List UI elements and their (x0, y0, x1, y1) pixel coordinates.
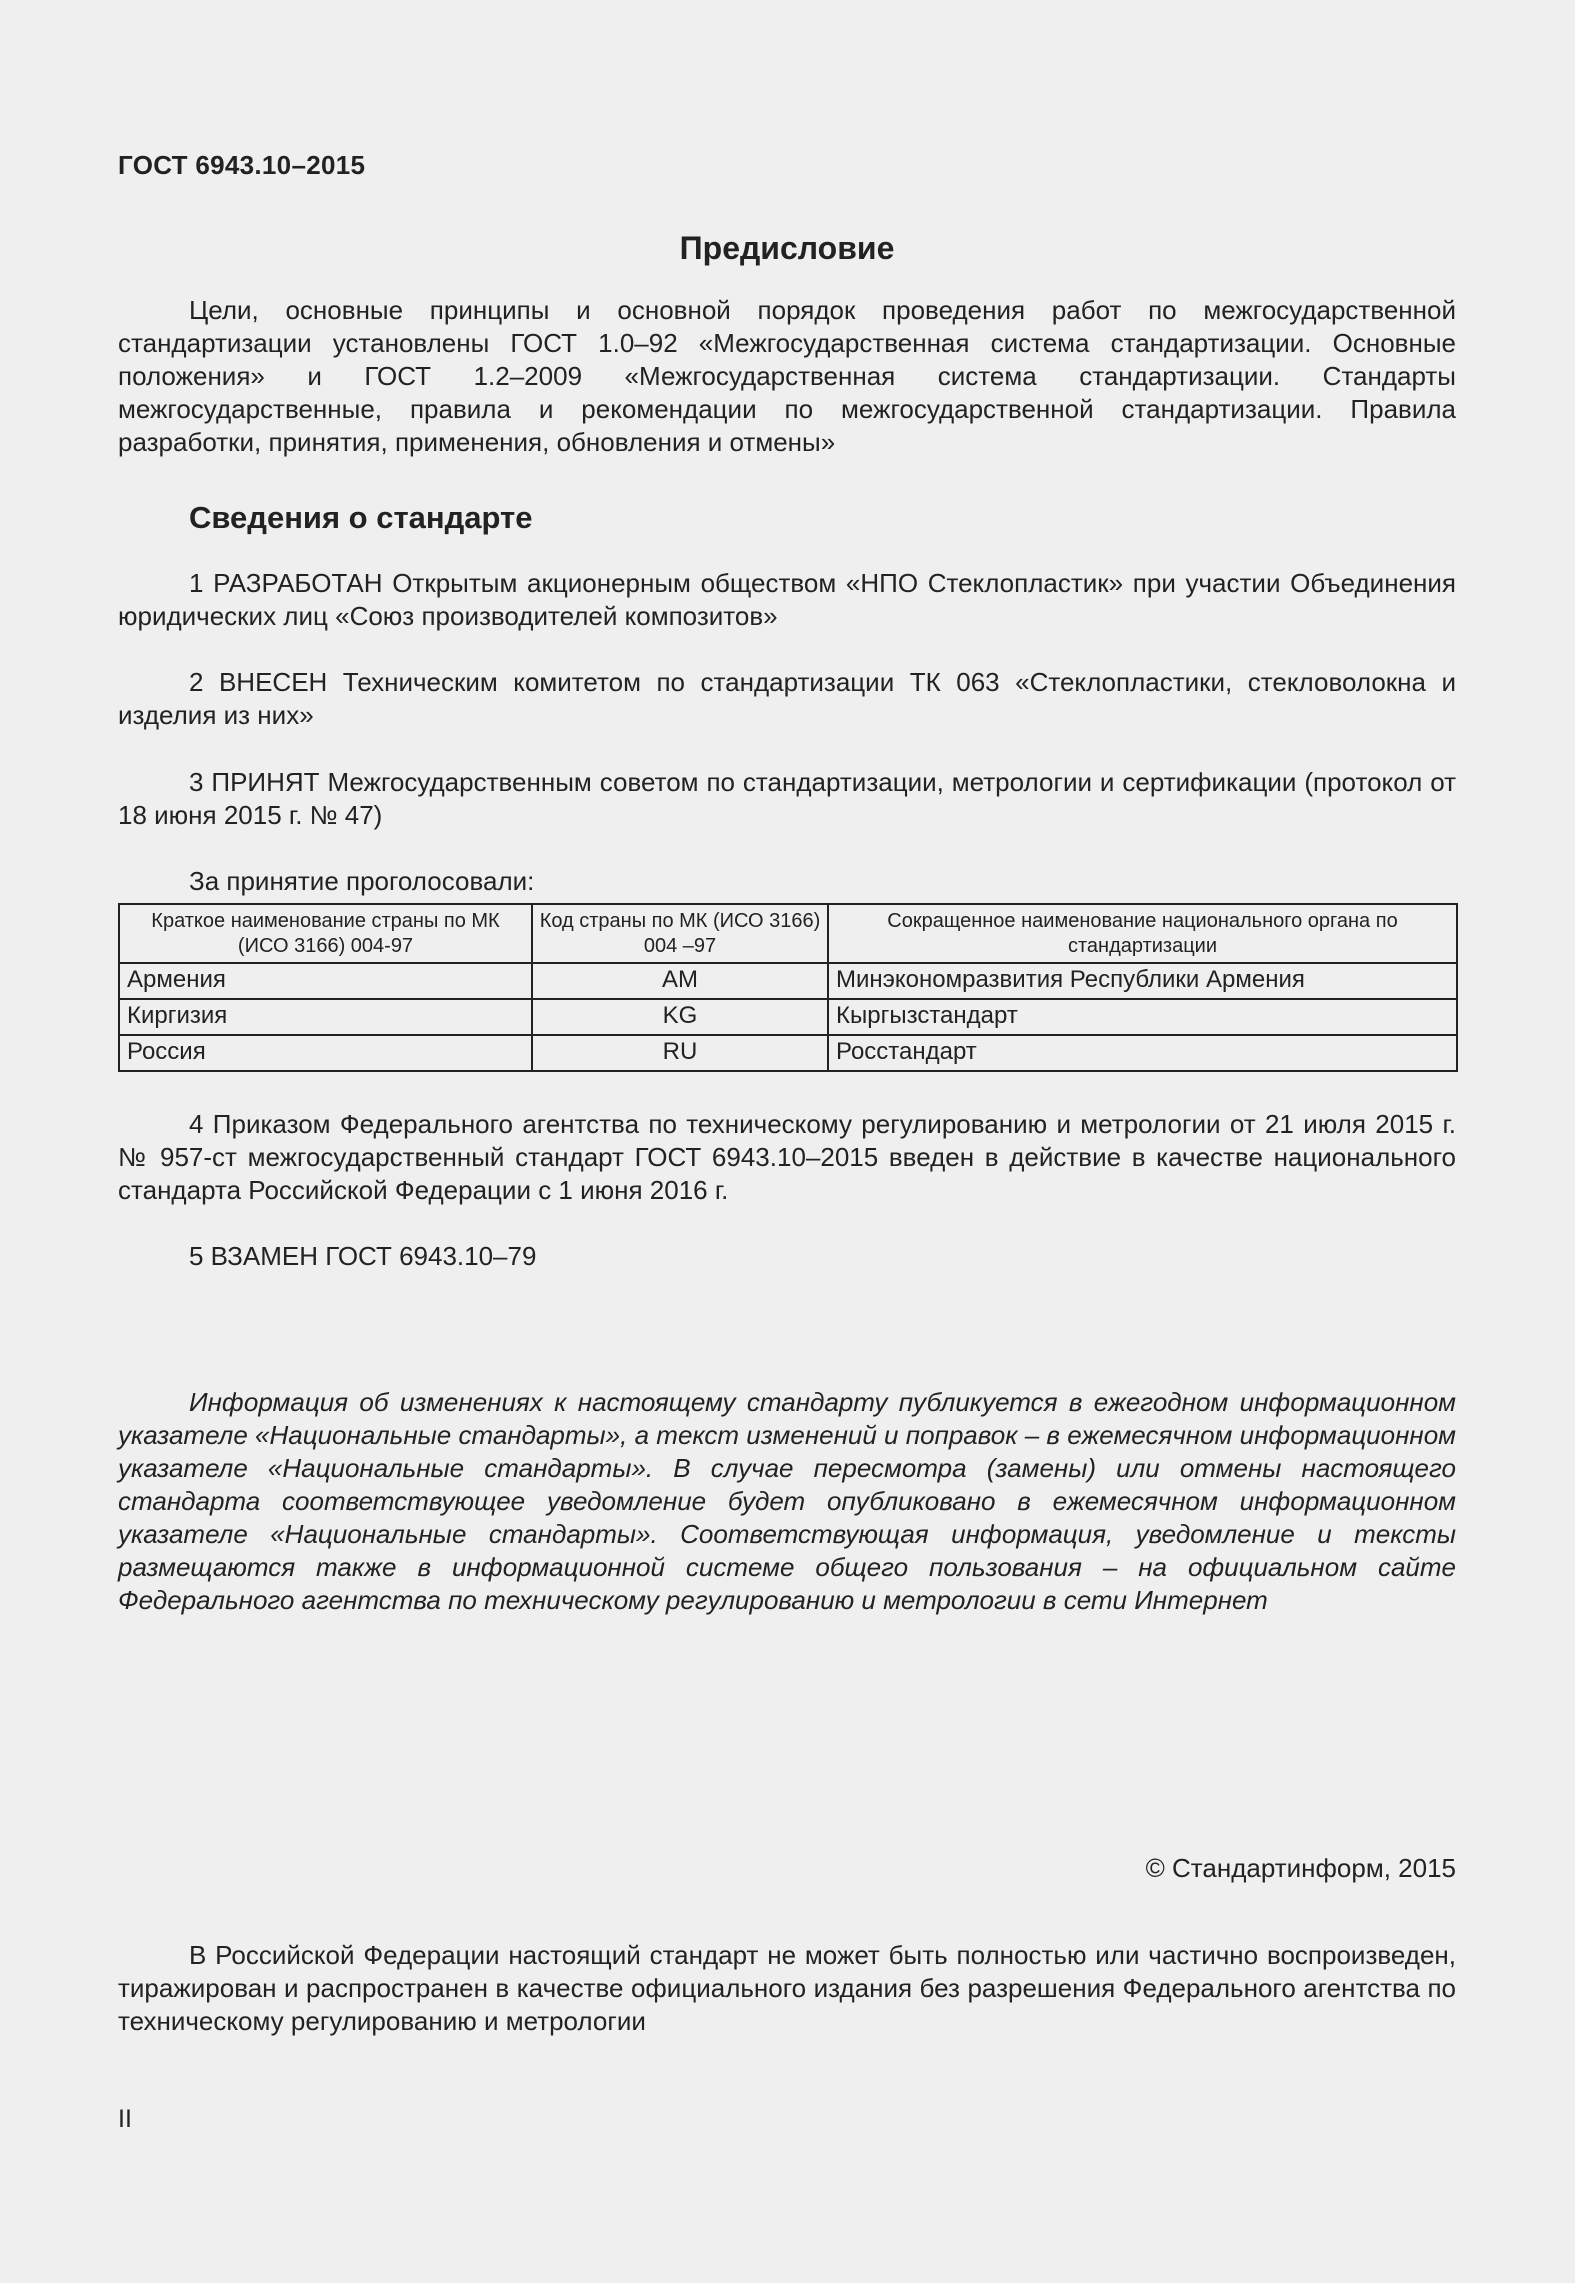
foreword-title: Предисловие (679, 230, 895, 266)
header-country-name: Краткое наименование страны по МК (ИСО 3166) 004-97 (119, 904, 532, 963)
table-row (119, 999, 1457, 1035)
copyright-line: © Стандартинформ, 2015 (1145, 1853, 1456, 1883)
cell-body: Минэкономразвития Республики Армения (828, 963, 1457, 999)
standard-info-title: Сведения о стандарте (189, 500, 533, 535)
cell-code: KG (532, 999, 828, 1035)
info-item-2: 2 ВНЕСЕН Техническим комитетом по стандартизации ТК 063 «Стеклопластики, стекловолокна и изделия из них» (118, 667, 1456, 730)
cell-country: Россия (119, 1035, 532, 1071)
document-page (118, 0, 1456, 2283)
header-national-body: Сокращенное наименование национального органа по стандартизации (828, 904, 1457, 963)
info-item-5: 5 ВЗАМЕН ГОСТ 6943.10–79 (189, 1241, 537, 1271)
info-item-1: 1 РАЗРАБОТАН Открытым акционерным обществом «НПО Стеклопластик» при участии Объединения юридических лиц «Союз производителей композитов» (118, 568, 1456, 631)
page-number: II (118, 2105, 132, 2133)
cell-body: Кыргызстандарт (828, 999, 1457, 1035)
header-country-code: Код страны по МК (ИСО 3166) 004 –97 (532, 904, 828, 963)
table-header-row (119, 904, 1457, 963)
cell-code: AM (532, 963, 828, 999)
changes-notice: Информация об изменениях к настоящему стандарту публикуется в ежегодном информационном указателе «Национальные стандарты», а текст изменений и поправок – в ежемесячном информационном указателе «Национальные стандарты». В случае пересмотра (замены) или отмены настоящего стандарта соответствующее уведомление будет опубликовано в ежемесячном информационном указателе «Национальные стандарты». Соответствующая информация, уведомление и тексты размещаются также в информационной системе общего пользования – на официальном сайте Федерального агентства по техническому регулированию и метрологии в сети Интернет (118, 1387, 1456, 1615)
reproduction-notice: В Российской Федерации настоящий стандарт не может быть полностью или частично воспроизведен, тиражирован и распространен в качестве официального издания без разрешения Федерального агентства по техническому регулированию и метрологии (118, 1940, 1456, 2036)
cell-country: Армения (119, 963, 532, 999)
cell-body: Росстандарт (828, 1035, 1457, 1071)
cell-country: Киргизия (119, 999, 532, 1035)
foreword-text: Цели, основные принципы и основной порядок проведения работ по межгосударственной стандартизации установлены ГОСТ 1.0–92 «Межгосударственная система стандартизации. Основные положения» и ГОСТ 1.2–2009 «Межгосударственная система стандартизации. Стандарты межгосударственные, правила и рекомендации по межгосударственной стандартизации. Правила разработки, принятия, применения, обновления и отмены» (118, 295, 1456, 457)
table-row (119, 963, 1457, 999)
table-row (119, 1035, 1457, 1071)
cell-code: RU (532, 1035, 828, 1071)
votes-table-intro: За принятие проголосовали: (189, 866, 535, 896)
document-code: ГОСТ 6943.10–2015 (118, 150, 366, 180)
info-item-3: 3 ПРИНЯТ Межгосударственным советом по стандартизации, метрологии и сертификации (протокол от 18 июня 2015 г. № 47) (118, 767, 1456, 830)
info-item-4: 4 Приказом Федерального агентства по техническому регулированию и метрологии от 21 июля 2015 г. № 957-ст межгосударственный стандарт ГОСТ 6943.10–2015 введен в действие в качестве национального стандарта Российской Федерации с 1 июня 2016 г. (118, 1109, 1456, 1205)
votes-table (118, 903, 1458, 1072)
